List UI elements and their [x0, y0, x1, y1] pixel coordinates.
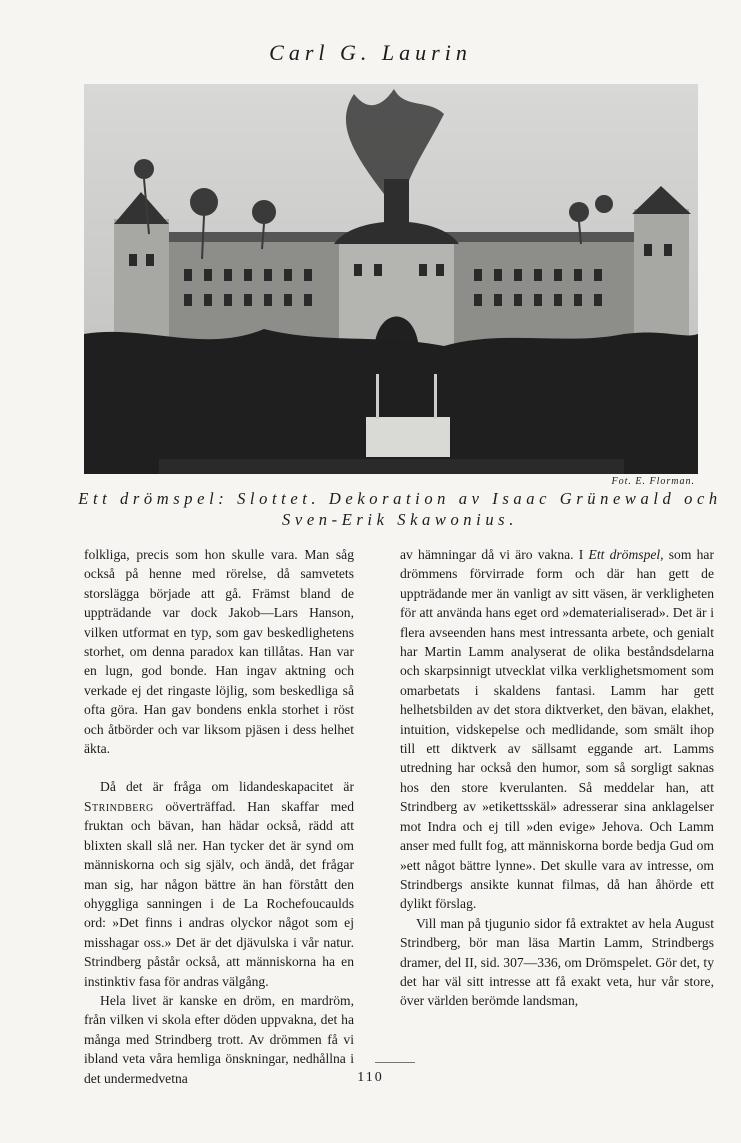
- text-span: Då det är fråga om lidandeskapacitet är: [100, 779, 354, 795]
- paragraph: Hela livet är kanske en dröm, en mardröm, från vilken vi skola efter döden uppvakna, det ha många med Strindberg trott. Av drömmen få vi ibland veta våra hemliga önskningar, nedhållna i det undermedvetna: [84, 992, 354, 1086]
- photo-credit: Fot. E. Florman.: [611, 476, 695, 487]
- paragraph: [84, 777, 354, 990]
- castle-set-image: [84, 84, 698, 474]
- caption-line-1: Ett drömspel: Slottet. Dekoration av Isaac Grünewald och: [78, 489, 722, 508]
- text-span: oöverträffad. Han skaffar med fruktan och bävan, han hädar också, rädd att blixten skall slå ner. Han tycker det är synd om människorna och sig själv, och ändå, det frågar man sig, har någon bättre än han förstått den ohyggliga sanningen i de La Rochefoucaulds ord: »Det finns i andras olyckor något som ej misshagar oss.» Det är det djävulska i vår natur. Strindberg påstår också, att människorna ha en instinktiv fasa för andras välgång.: [84, 798, 354, 989]
- author-name: Strindberg: [84, 798, 154, 814]
- running-head: Carl G. Laurin: [269, 40, 472, 65]
- figure-caption: [70, 488, 730, 530]
- right-column: [400, 545, 714, 1011]
- paragraph: folkliga, precis som hon skulle vara. Man såg också på henne med rörelse, då samvetets storslägga började att gå. Främst bland de uppträdande var dock Jakob—Lars Hanson, vilken utformat en typ, som gav beskedlighetens storhet, om denna paradox kan tillåtas. Han var en lugn, god bonde. Han ingav aktning och verkade ej det ringaste löjlig, som beskedliga så ofta göra. Han gav bondens enkla storhet i röst och åtbörder och var liksom pjäsen i dess helhet äkta.: [84, 547, 354, 757]
- work-title: Ett drömspel: [588, 547, 661, 562]
- stage-photograph: [84, 84, 698, 474]
- caption-line-2: Sven-Erik Skawonius.: [282, 510, 518, 529]
- paragraph: [400, 545, 714, 914]
- divider: [375, 1062, 415, 1063]
- text-span: av hämningar då vi äro vakna. I: [400, 547, 589, 562]
- left-column: [84, 545, 354, 1088]
- paragraph: Vill man på tjugunio sidor få extraktet av hela August Strindberg, bör man läsa Martin Lamm, Strindbergs dramer, del II, sid. 307—336, om Drömspelet. Gör det, ty det har väl sitt intresse att få exakt veta, hur vår store, över världen berömde landsman,: [400, 915, 714, 1009]
- text-span: , som har drömmens förvirrade form och där han gett de uppträdande mer än vanligt av sitt väsen, är verkligheten för att använda hans eget ord »dematerialiserad». Det är i flera avseenden hans mest intressanta arbete, och genialt har Martin Lamm analyserat de olika beståndsdelarna och skarpsinnigt utvecklat vilka verklighetsmoment som omarbetats i skaldens fantasi. Lamm har gett helhetsbilden av det stora diktverket, den bävan, elakhet, intuition, vidskepelse och medlidande, som smält ihop till ett diktverk av sällsamt eggande art. Lamms utredning har också den humor, som så sorgligt saknas hos den store kverulanten. Så meddelar han, att Strindberg av »etikettsskäl» adresserar sina anklagelser mot Indra och ej till »den evige» Jehova. Och Lamm anser med fullt fog, att människorna borde bedja Gud om »ett något bättre lynne». Det skulle vara av intresse, om Strindbergs ansikte kunnat filmas, då han åhörde ett dylikt förslag.: [400, 547, 714, 912]
- page-number: 110: [357, 1070, 384, 1085]
